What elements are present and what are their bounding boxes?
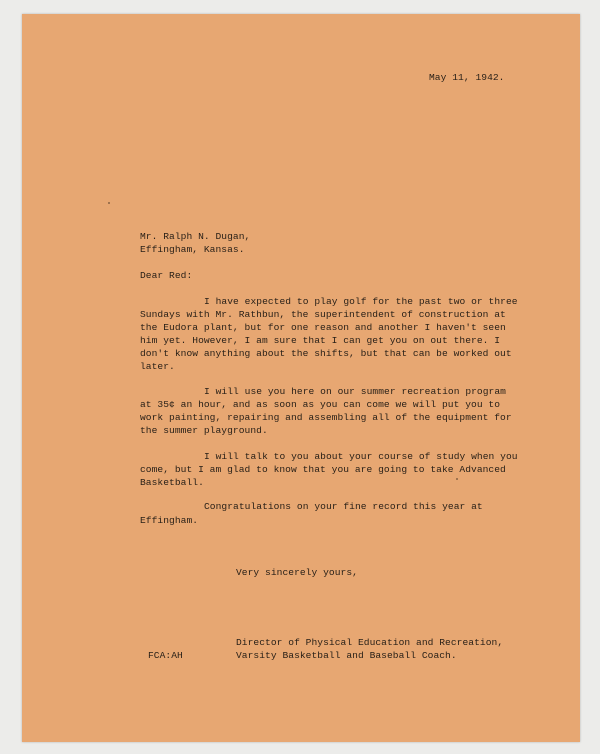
paragraph-line: I will use you here on our summer recreation program <box>204 386 506 397</box>
paragraph-line: Effingham. <box>140 515 199 526</box>
paragraph-line: the summer playground. <box>140 425 268 436</box>
paragraph-line: at 35¢ an hour, and as soon as you can come we will put you to <box>140 399 501 410</box>
paragraph-line: I have expected to play golf for the past two or three <box>204 296 518 307</box>
paragraph-line: Sundays with Mr. Rathbun, the superintendent of construction at <box>140 309 506 320</box>
paragraph-line: later. <box>140 361 175 372</box>
paragraph-line: him yet. However, I am sure that I can get you on out there. I <box>140 335 501 346</box>
recipient-place: Effingham, Kansas. <box>140 244 245 255</box>
paragraph-line: Basketball. <box>140 477 204 488</box>
letter-page <box>22 14 580 742</box>
closing: Very sincerely yours, <box>236 567 358 578</box>
paper-speck <box>456 478 458 480</box>
signature-title-line-2: Varsity Basketball and Baseball Coach. <box>236 650 457 661</box>
paragraph-line: Congratulations on your fine record this year at <box>204 501 483 512</box>
paragraph-line: work painting, repairing and assembling all of the equipment for <box>140 412 512 423</box>
paper-speck <box>108 202 110 204</box>
paragraph-line: don't know anything about the shifts, but that can be worked out <box>140 348 512 359</box>
paragraph-line: the Eudora plant, but for one reason and another I haven't seen <box>140 322 506 333</box>
letter-date: May 11, 1942. <box>429 72 505 83</box>
typist-initials: FCA:AH <box>148 650 183 661</box>
salutation: Dear Red: <box>140 270 193 281</box>
paragraph-line: I will talk to you about your course of study when you <box>204 451 518 462</box>
paragraph-line: come, but I am glad to know that you are going to take Advanced <box>140 464 506 475</box>
signature-title-line-1: Director of Physical Education and Recreation, <box>236 637 504 648</box>
recipient-name: Mr. Ralph N. Dugan, <box>140 231 251 242</box>
